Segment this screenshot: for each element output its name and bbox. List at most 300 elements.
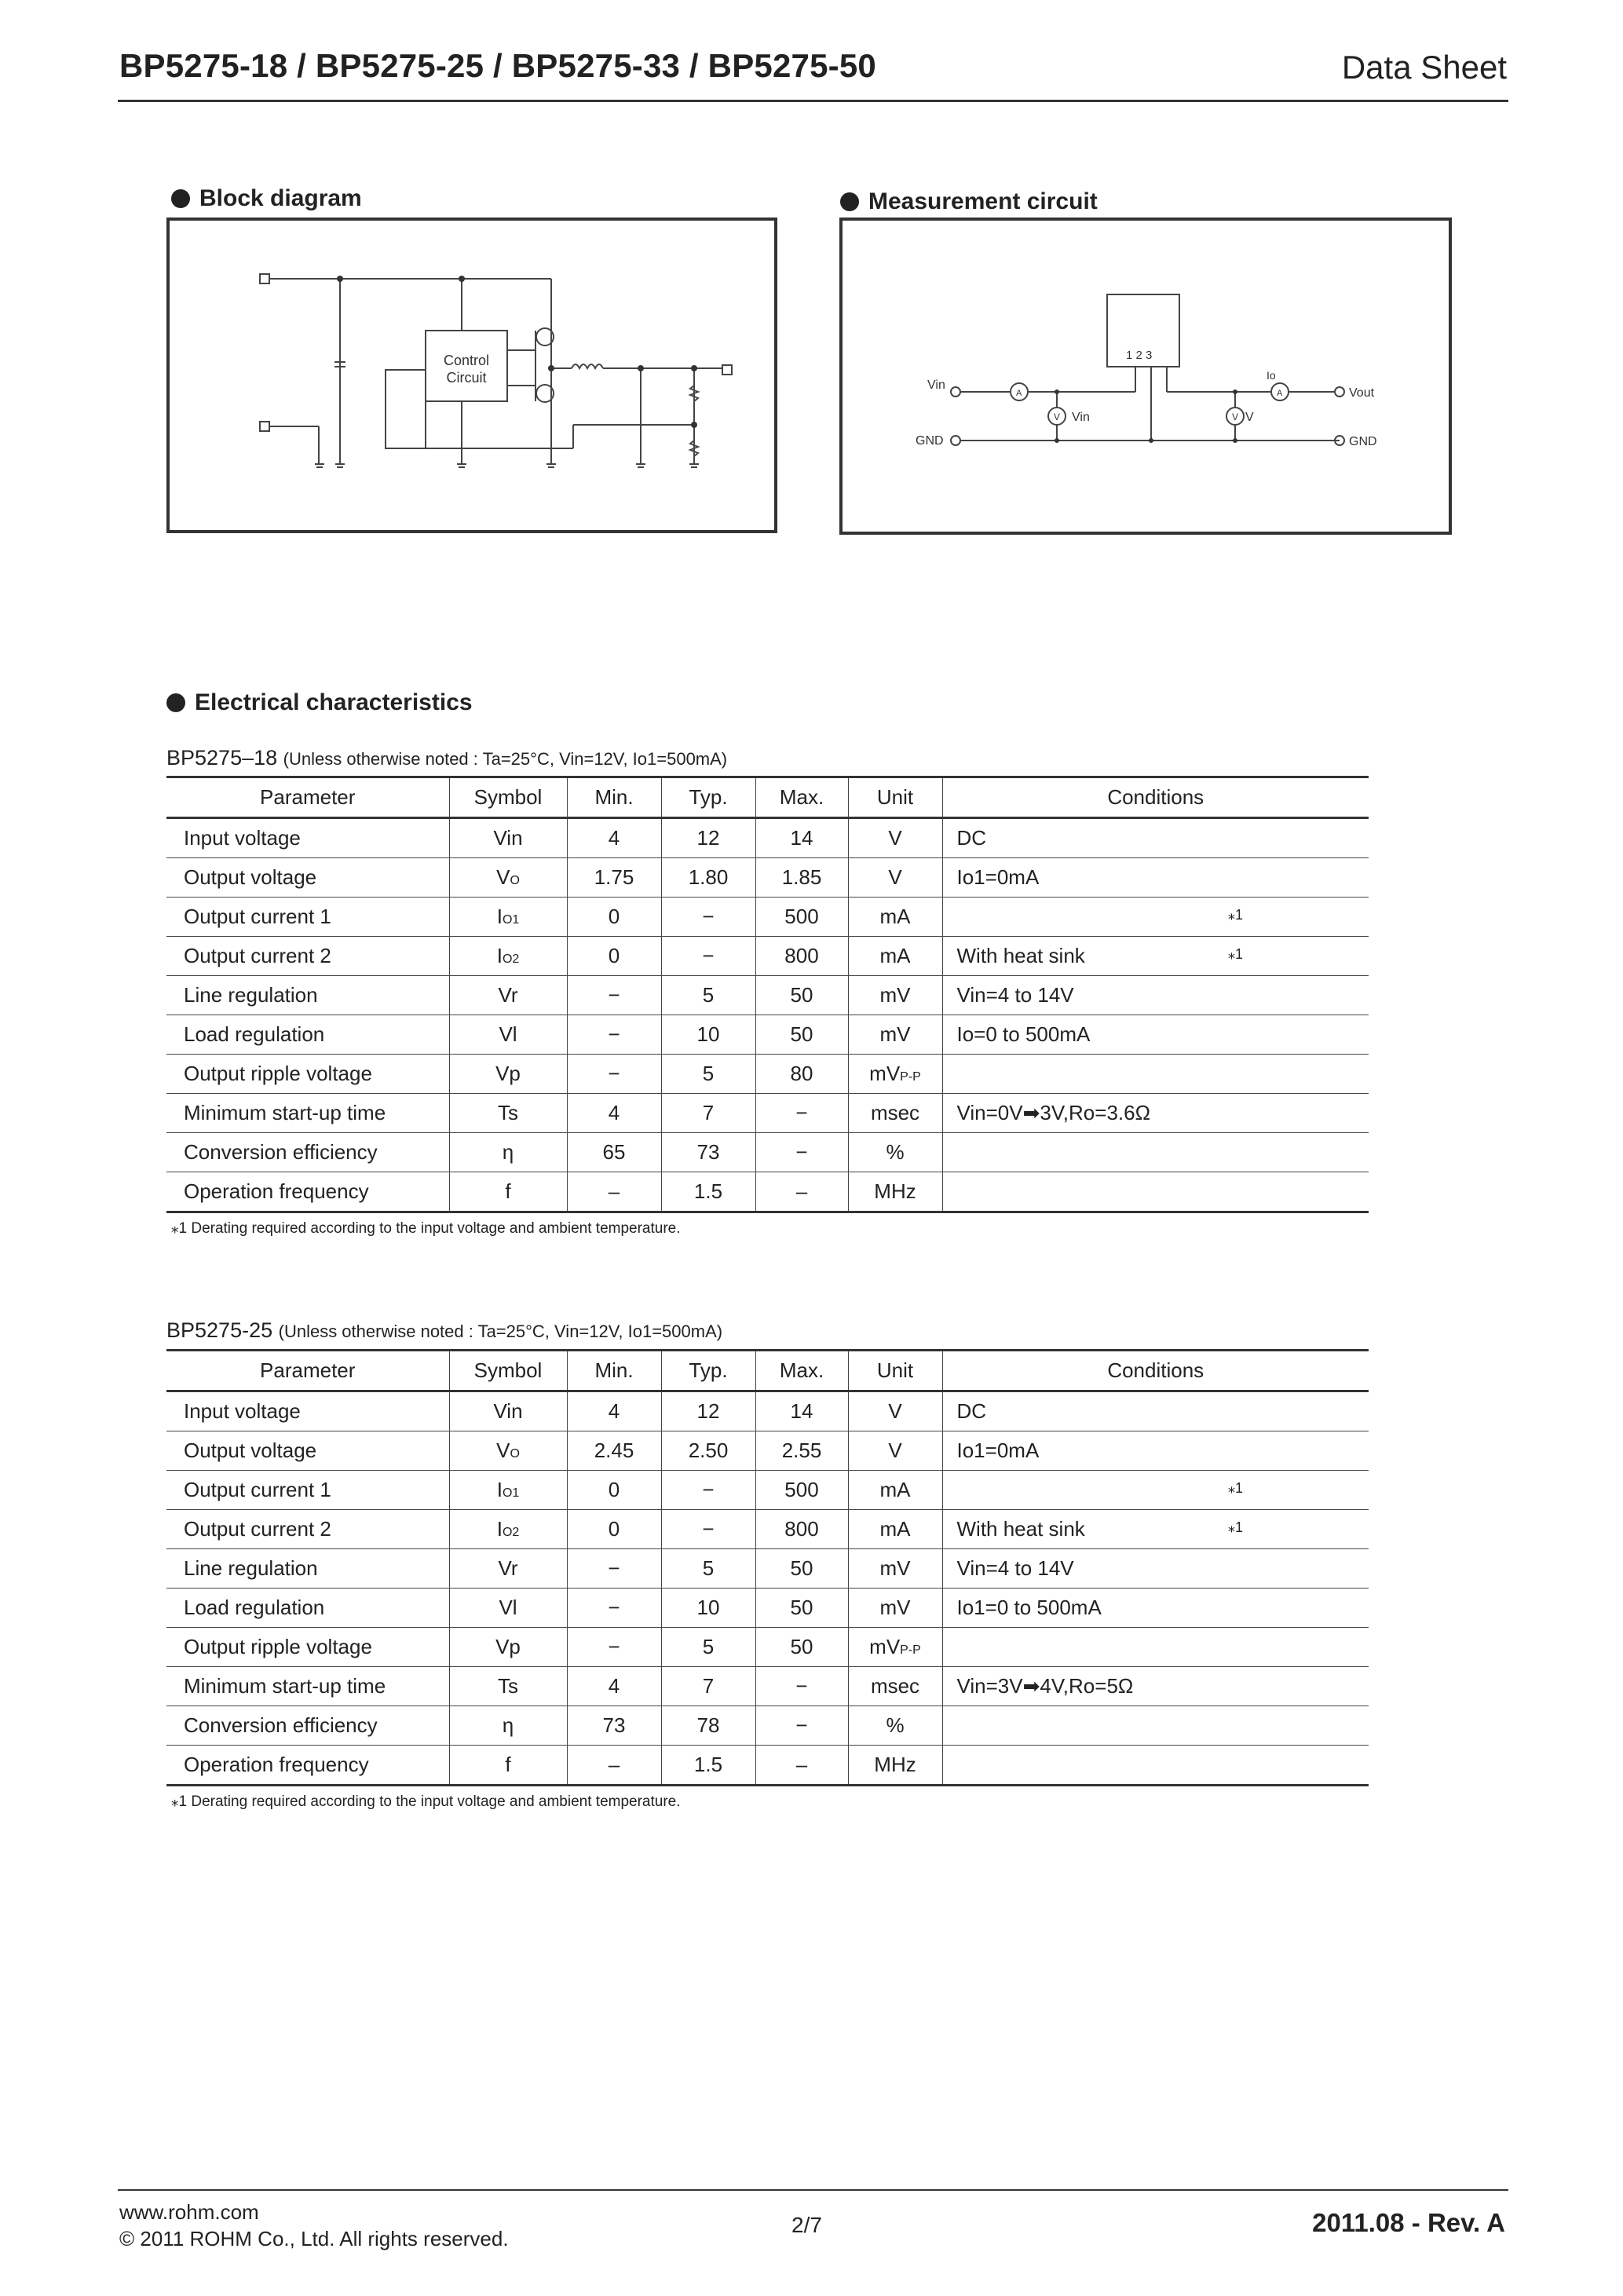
table-row <box>166 1055 1369 1094</box>
min-cell <box>567 858 661 898</box>
max-cell <box>755 1589 848 1628</box>
unit-text: V <box>888 1399 902 1423</box>
parameter-cell <box>166 1172 449 1212</box>
table-header-row <box>166 1351 1369 1391</box>
unit-cell <box>848 1746 942 1786</box>
min-cell <box>567 1667 661 1706</box>
column-header: Min. <box>567 1351 661 1391</box>
max-cell <box>755 1094 848 1133</box>
parameter-cell <box>166 1133 449 1172</box>
parameter-text: Conversion efficiency <box>184 1140 378 1164</box>
unit-cell <box>848 898 942 937</box>
symbol-text: I <box>496 944 503 967</box>
symbol-text: Vp <box>495 1062 521 1085</box>
min-value: − <box>608 1635 620 1658</box>
column-header: Min. <box>567 778 661 818</box>
parameter-cell <box>166 1589 449 1628</box>
table-row <box>166 937 1369 976</box>
block-diagram-frame <box>166 218 777 533</box>
max-value: 2.55 <box>781 1439 822 1462</box>
ic-pin-numbers: 1 2 3 <box>1126 349 1153 362</box>
parameter-cell <box>166 1431 449 1471</box>
max-cell <box>755 1015 848 1055</box>
table-row <box>166 1133 1369 1172</box>
symbol-subscript: O1 <box>502 1486 520 1500</box>
unit-text: mA <box>879 944 911 967</box>
unit-text: mV <box>869 1635 901 1658</box>
symbol-cell <box>449 976 567 1015</box>
typ-value: 73 <box>696 1140 720 1164</box>
max-cell <box>755 858 848 898</box>
typ-value: 12 <box>696 1399 720 1423</box>
max-cell <box>755 1628 848 1667</box>
conditions-cell <box>942 1094 1369 1133</box>
conditions-text: DC <box>956 1399 987 1423</box>
max-cell <box>755 1431 848 1471</box>
typ-cell <box>661 1510 755 1549</box>
unit-cell <box>848 1094 942 1133</box>
conditions-cell <box>942 818 1369 858</box>
symbol-text: V <box>496 1439 510 1462</box>
electrical-characteristics-heading <box>166 689 473 716</box>
conditions-cell <box>942 1510 1369 1549</box>
block-diagram-heading <box>171 185 362 212</box>
table-caption-bp5275-25 <box>166 1318 722 1343</box>
min-cell <box>567 1094 661 1133</box>
max-cell <box>755 1055 848 1094</box>
column-header: Max. <box>755 778 848 818</box>
typ-value: 5 <box>702 1635 715 1658</box>
column-header: Conditions <box>942 1351 1369 1391</box>
block-diagram-schematic <box>170 221 774 530</box>
typ-value: 5 <box>702 1556 715 1580</box>
max-value: 500 <box>784 905 819 928</box>
table-row <box>166 1589 1369 1628</box>
symbol-cell <box>449 1628 567 1667</box>
typ-value: 12 <box>696 826 720 850</box>
block-diagram-heading-text: Block diagram <box>199 185 362 211</box>
voltmeter-out-symbol: V <box>1232 411 1239 422</box>
symbol-subscript: O2 <box>502 1526 520 1539</box>
conditions-text: Vin=4 to 14V <box>956 983 1074 1007</box>
document-title: BP5275-18 / BP5275-25 / BP5275-33 / BP5275-50 <box>119 47 876 84</box>
column-header: Conditions <box>942 778 1369 818</box>
parameter-cell <box>166 1094 449 1133</box>
conditions-text: Io=0 to 500mA <box>956 1022 1091 1046</box>
max-value: – <box>795 1753 808 1776</box>
min-cell <box>567 1015 661 1055</box>
symbol-cell <box>449 1746 567 1786</box>
parameter-text: Input voltage <box>184 826 301 850</box>
symbol-subscript: O <box>510 1447 520 1461</box>
parameter-text: Line regulation <box>184 1556 318 1580</box>
parameter-cell <box>166 1015 449 1055</box>
conditions-cell <box>942 1628 1369 1667</box>
min-cell <box>567 1471 661 1510</box>
unit-text: V <box>888 1439 902 1462</box>
symbol-text: Ts <box>498 1674 518 1698</box>
parameter-cell <box>166 1055 449 1094</box>
symbol-cell <box>449 1094 567 1133</box>
max-value: 800 <box>784 944 819 967</box>
ammeter-in-symbol: A <box>1016 389 1022 398</box>
symbol-text: I <box>496 1478 503 1501</box>
symbol-subscript: O2 <box>502 952 520 966</box>
table-row <box>166 818 1369 858</box>
symbol-cell <box>449 1667 567 1706</box>
symbol-cell <box>449 898 567 937</box>
control-circuit-label-line1: Control <box>443 353 490 368</box>
symbol-text: I <box>496 1517 503 1541</box>
min-cell <box>567 1133 661 1172</box>
parameter-cell <box>166 1667 449 1706</box>
unit-text: mA <box>879 1478 911 1501</box>
min-cell <box>567 937 661 976</box>
max-cell <box>755 818 848 858</box>
parameter-text: Line regulation <box>184 983 318 1007</box>
io-label: Io <box>1267 369 1276 382</box>
min-value: 2.45 <box>594 1439 634 1462</box>
column-header: Unit <box>848 778 942 818</box>
min-value: 73 <box>602 1713 626 1737</box>
column-header: Max. <box>755 1351 848 1391</box>
unit-text: mA <box>879 1517 911 1541</box>
max-value: 800 <box>784 1517 819 1541</box>
unit-text: mV <box>879 983 911 1007</box>
typ-cell <box>661 1391 755 1431</box>
parameter-text: Output voltage <box>184 865 317 889</box>
conditions-cell <box>942 1133 1369 1172</box>
min-cell <box>567 1391 661 1431</box>
max-cell <box>755 937 848 976</box>
conditions-text: DC <box>956 826 987 850</box>
symbol-text: Vr <box>498 1556 518 1580</box>
unit-cell <box>848 1510 942 1549</box>
parameter-cell <box>166 1706 449 1746</box>
typ-cell <box>661 1133 755 1172</box>
typ-cell <box>661 1746 755 1786</box>
symbol-text: Vin <box>493 1399 523 1423</box>
unit-text: % <box>886 1713 905 1737</box>
parameter-cell <box>166 818 449 858</box>
conditions-text: Vin=4 to 14V <box>956 1556 1074 1580</box>
min-cell <box>567 1706 661 1746</box>
symbol-text: η <box>502 1140 514 1164</box>
symbol-cell <box>449 1549 567 1589</box>
unit-cell <box>848 1589 942 1628</box>
table-row <box>166 1746 1369 1786</box>
vin-meter-label: Vin <box>1072 411 1090 424</box>
typ-value: 2.50 <box>688 1439 729 1462</box>
max-cell <box>755 1510 848 1549</box>
max-cell <box>755 976 848 1015</box>
symbol-text: f <box>505 1753 511 1776</box>
footer-copyright: © 2011 ROHM Co., Ltd. All rights reserved. <box>119 2227 509 2250</box>
parameter-cell <box>166 1471 449 1510</box>
unit-cell <box>848 1055 942 1094</box>
control-circuit-label-line2: Circuit <box>446 370 487 386</box>
typ-cell <box>661 937 755 976</box>
typ-value: 5 <box>702 1062 715 1085</box>
typ-cell <box>661 818 755 858</box>
parameter-cell <box>166 1746 449 1786</box>
parameter-text: Load regulation <box>184 1022 325 1046</box>
parameter-text: Conversion efficiency <box>184 1713 378 1737</box>
header-divider <box>118 100 1508 102</box>
symbol-text: V <box>496 865 510 889</box>
vout-terminal-label: Vout <box>1349 386 1375 400</box>
conditions-cell <box>942 1746 1369 1786</box>
symbol-cell <box>449 937 567 976</box>
parameter-cell <box>166 937 449 976</box>
max-cell <box>755 898 848 937</box>
column-header: Parameter <box>166 1351 449 1391</box>
max-value: − <box>795 1674 808 1698</box>
conditions-cell <box>942 1015 1369 1055</box>
revision: 2011.08 - Rev. A <box>1312 2208 1505 2237</box>
typ-value: 1.5 <box>693 1753 723 1776</box>
unit-text: mA <box>879 905 911 928</box>
max-cell <box>755 1471 848 1510</box>
bullet-icon <box>171 189 190 208</box>
typ-value: 10 <box>696 1022 720 1046</box>
footer-divider <box>118 2189 1508 2191</box>
unit-cell <box>848 1549 942 1589</box>
max-cell <box>755 1746 848 1786</box>
typ-value: 7 <box>702 1674 715 1698</box>
conditions-text: Io1=0mA <box>956 865 1040 889</box>
table-conditions-note: (Unless otherwise noted : Ta=25°C, Vin=12V, Io1=500mA) <box>278 1322 723 1341</box>
unit-text: V <box>888 826 902 850</box>
voltmeter-in-symbol: V <box>1054 411 1061 422</box>
table-row <box>166 1391 1369 1431</box>
min-value: 0 <box>608 944 620 967</box>
footnote-marker: ⁎1 <box>1227 1519 1243 1535</box>
typ-cell <box>661 1589 755 1628</box>
symbol-cell <box>449 818 567 858</box>
unit-text: MHz <box>874 1179 916 1203</box>
min-value: 4 <box>608 826 620 850</box>
column-header: Symbol <box>449 778 567 818</box>
symbol-cell <box>449 1133 567 1172</box>
symbol-text: Vr <box>498 983 518 1007</box>
column-header: Unit <box>848 1351 942 1391</box>
table-footnote: ⁎1 Derating required according to the input voltage and ambient temperature. <box>171 1220 681 1237</box>
typ-cell <box>661 1172 755 1212</box>
parameter-text: Output current 2 <box>184 944 331 967</box>
max-value: 50 <box>790 1635 813 1658</box>
symbol-text: Vin <box>493 826 523 850</box>
unit-cell <box>848 858 942 898</box>
table-row <box>166 858 1369 898</box>
max-value: 14 <box>790 1399 813 1423</box>
conditions-cell <box>942 937 1369 976</box>
measurement-circuit-schematic <box>843 221 1449 532</box>
max-value: − <box>795 1140 808 1164</box>
unit-cell <box>848 818 942 858</box>
measurement-circuit-frame <box>839 218 1452 535</box>
parameter-text: Input voltage <box>184 1399 301 1423</box>
conditions-cell <box>942 898 1369 937</box>
parameter-text: Output current 2 <box>184 1517 331 1541</box>
typ-cell <box>661 1706 755 1746</box>
min-value: 0 <box>608 905 620 928</box>
min-value: – <box>608 1179 620 1203</box>
typ-cell <box>661 976 755 1015</box>
electrical-characteristics-heading-text: Electrical characteristics <box>195 689 473 715</box>
min-value: 0 <box>608 1517 620 1541</box>
min-cell <box>567 1172 661 1212</box>
bullet-icon <box>166 693 185 712</box>
table-row <box>166 1549 1369 1589</box>
footnote-marker: ⁎1 <box>1227 1480 1243 1496</box>
symbol-text: Ts <box>498 1101 518 1124</box>
symbol-text: Vl <box>499 1596 517 1619</box>
gnd-right-label: GND <box>1349 435 1377 448</box>
min-cell <box>567 1549 661 1589</box>
max-cell <box>755 1706 848 1746</box>
bullet-icon <box>840 192 859 211</box>
typ-value: 78 <box>696 1713 720 1737</box>
table-row <box>166 898 1369 937</box>
conditions-cell <box>942 1431 1369 1471</box>
min-value: 4 <box>608 1674 620 1698</box>
symbol-text: Vp <box>495 1635 521 1658</box>
unit-text: mV <box>879 1556 911 1580</box>
typ-cell <box>661 1471 755 1510</box>
symbol-text: η <box>502 1713 514 1737</box>
typ-value: − <box>702 1517 715 1541</box>
max-cell <box>755 1172 848 1212</box>
typ-value: − <box>702 905 715 928</box>
conditions-text: Vin=3V➡4V,Ro=5Ω <box>956 1674 1134 1698</box>
max-value: − <box>795 1101 808 1124</box>
unit-cell <box>848 1706 942 1746</box>
min-value: 65 <box>602 1140 626 1164</box>
conditions-cell <box>942 858 1369 898</box>
electrical-table-bp5275-25 <box>166 1351 1369 1786</box>
max-value: 500 <box>784 1478 819 1501</box>
parameter-cell <box>166 1549 449 1589</box>
table-footnote: ⁎1 Derating required according to the input voltage and ambient temperature. <box>171 1793 681 1810</box>
typ-cell <box>661 1628 755 1667</box>
unit-text: V <box>888 865 902 889</box>
parameter-text: Output current 1 <box>184 905 331 928</box>
typ-value: 1.5 <box>693 1179 723 1203</box>
unit-cell <box>848 976 942 1015</box>
min-value: − <box>608 1556 620 1580</box>
max-value: 50 <box>790 983 813 1007</box>
parameter-text: Load regulation <box>184 1596 325 1619</box>
footer-url: www.rohm.com <box>119 2200 259 2224</box>
parameter-text: Output ripple voltage <box>184 1635 372 1658</box>
min-cell <box>567 1746 661 1786</box>
typ-value: 5 <box>702 983 715 1007</box>
unit-text: % <box>886 1140 905 1164</box>
gnd-left-label: GND <box>916 434 944 448</box>
parameter-text: Operation frequency <box>184 1753 369 1776</box>
max-value: 14 <box>790 826 813 850</box>
min-cell <box>567 818 661 858</box>
symbol-cell <box>449 1706 567 1746</box>
parameter-cell <box>166 898 449 937</box>
unit-text: msec <box>870 1101 920 1124</box>
conditions-cell <box>942 1589 1369 1628</box>
conditions-cell <box>942 1055 1369 1094</box>
conditions-cell <box>942 1172 1369 1212</box>
min-value: – <box>608 1753 620 1776</box>
column-header: Symbol <box>449 1351 567 1391</box>
typ-value: 1.80 <box>688 865 729 889</box>
unit-text: mV <box>879 1596 911 1619</box>
unit-subscript: P-P <box>900 1070 921 1084</box>
max-value: 80 <box>790 1062 813 1085</box>
min-cell <box>567 1055 661 1094</box>
min-cell <box>567 976 661 1015</box>
footnote-marker: ⁎1 <box>1227 907 1243 923</box>
min-cell <box>567 1628 661 1667</box>
unit-cell <box>848 937 942 976</box>
max-value: − <box>795 1713 808 1737</box>
symbol-cell <box>449 1589 567 1628</box>
max-value: 50 <box>790 1596 813 1619</box>
symbol-cell <box>449 1391 567 1431</box>
min-cell <box>567 1431 661 1471</box>
parameter-cell <box>166 858 449 898</box>
unit-text: msec <box>870 1674 920 1698</box>
table-part-name: BP5275–18 <box>166 746 278 770</box>
table-caption-bp5275-18 <box>166 746 727 770</box>
symbol-text: Vl <box>499 1022 517 1046</box>
conditions-text: With heat sink <box>956 1517 1085 1541</box>
symbol-cell <box>449 1015 567 1055</box>
parameter-cell <box>166 1391 449 1431</box>
symbol-text: f <box>505 1179 511 1203</box>
footnote-marker: ⁎1 <box>1227 946 1243 962</box>
min-value: − <box>608 1022 620 1046</box>
conditions-text: With heat sink <box>956 944 1085 967</box>
min-value: − <box>608 1596 620 1619</box>
symbol-cell <box>449 1471 567 1510</box>
max-cell <box>755 1549 848 1589</box>
conditions-cell <box>942 1706 1369 1746</box>
unit-cell <box>848 1015 942 1055</box>
conditions-cell <box>942 1391 1369 1431</box>
symbol-text: I <box>496 905 503 928</box>
typ-cell <box>661 1015 755 1055</box>
typ-value: − <box>702 1478 715 1501</box>
min-cell <box>567 1589 661 1628</box>
max-value: – <box>795 1179 808 1203</box>
min-value: − <box>608 1062 620 1085</box>
unit-text: mV <box>869 1062 901 1085</box>
conditions-cell <box>942 976 1369 1015</box>
unit-cell <box>848 1628 942 1667</box>
unit-cell <box>848 1471 942 1510</box>
measurement-circuit-heading-text: Measurement circuit <box>868 188 1098 214</box>
parameter-cell <box>166 976 449 1015</box>
parameter-cell <box>166 1510 449 1549</box>
unit-cell <box>848 1172 942 1212</box>
table-conditions-note: (Unless otherwise noted : Ta=25°C, Vin=12V, Io1=500mA) <box>283 749 728 769</box>
unit-cell <box>848 1667 942 1706</box>
min-cell <box>567 1510 661 1549</box>
max-value: 1.85 <box>781 865 822 889</box>
parameter-text: Minimum start-up time <box>184 1674 386 1698</box>
typ-value: 7 <box>702 1101 715 1124</box>
max-cell <box>755 1391 848 1431</box>
min-cell <box>567 898 661 937</box>
